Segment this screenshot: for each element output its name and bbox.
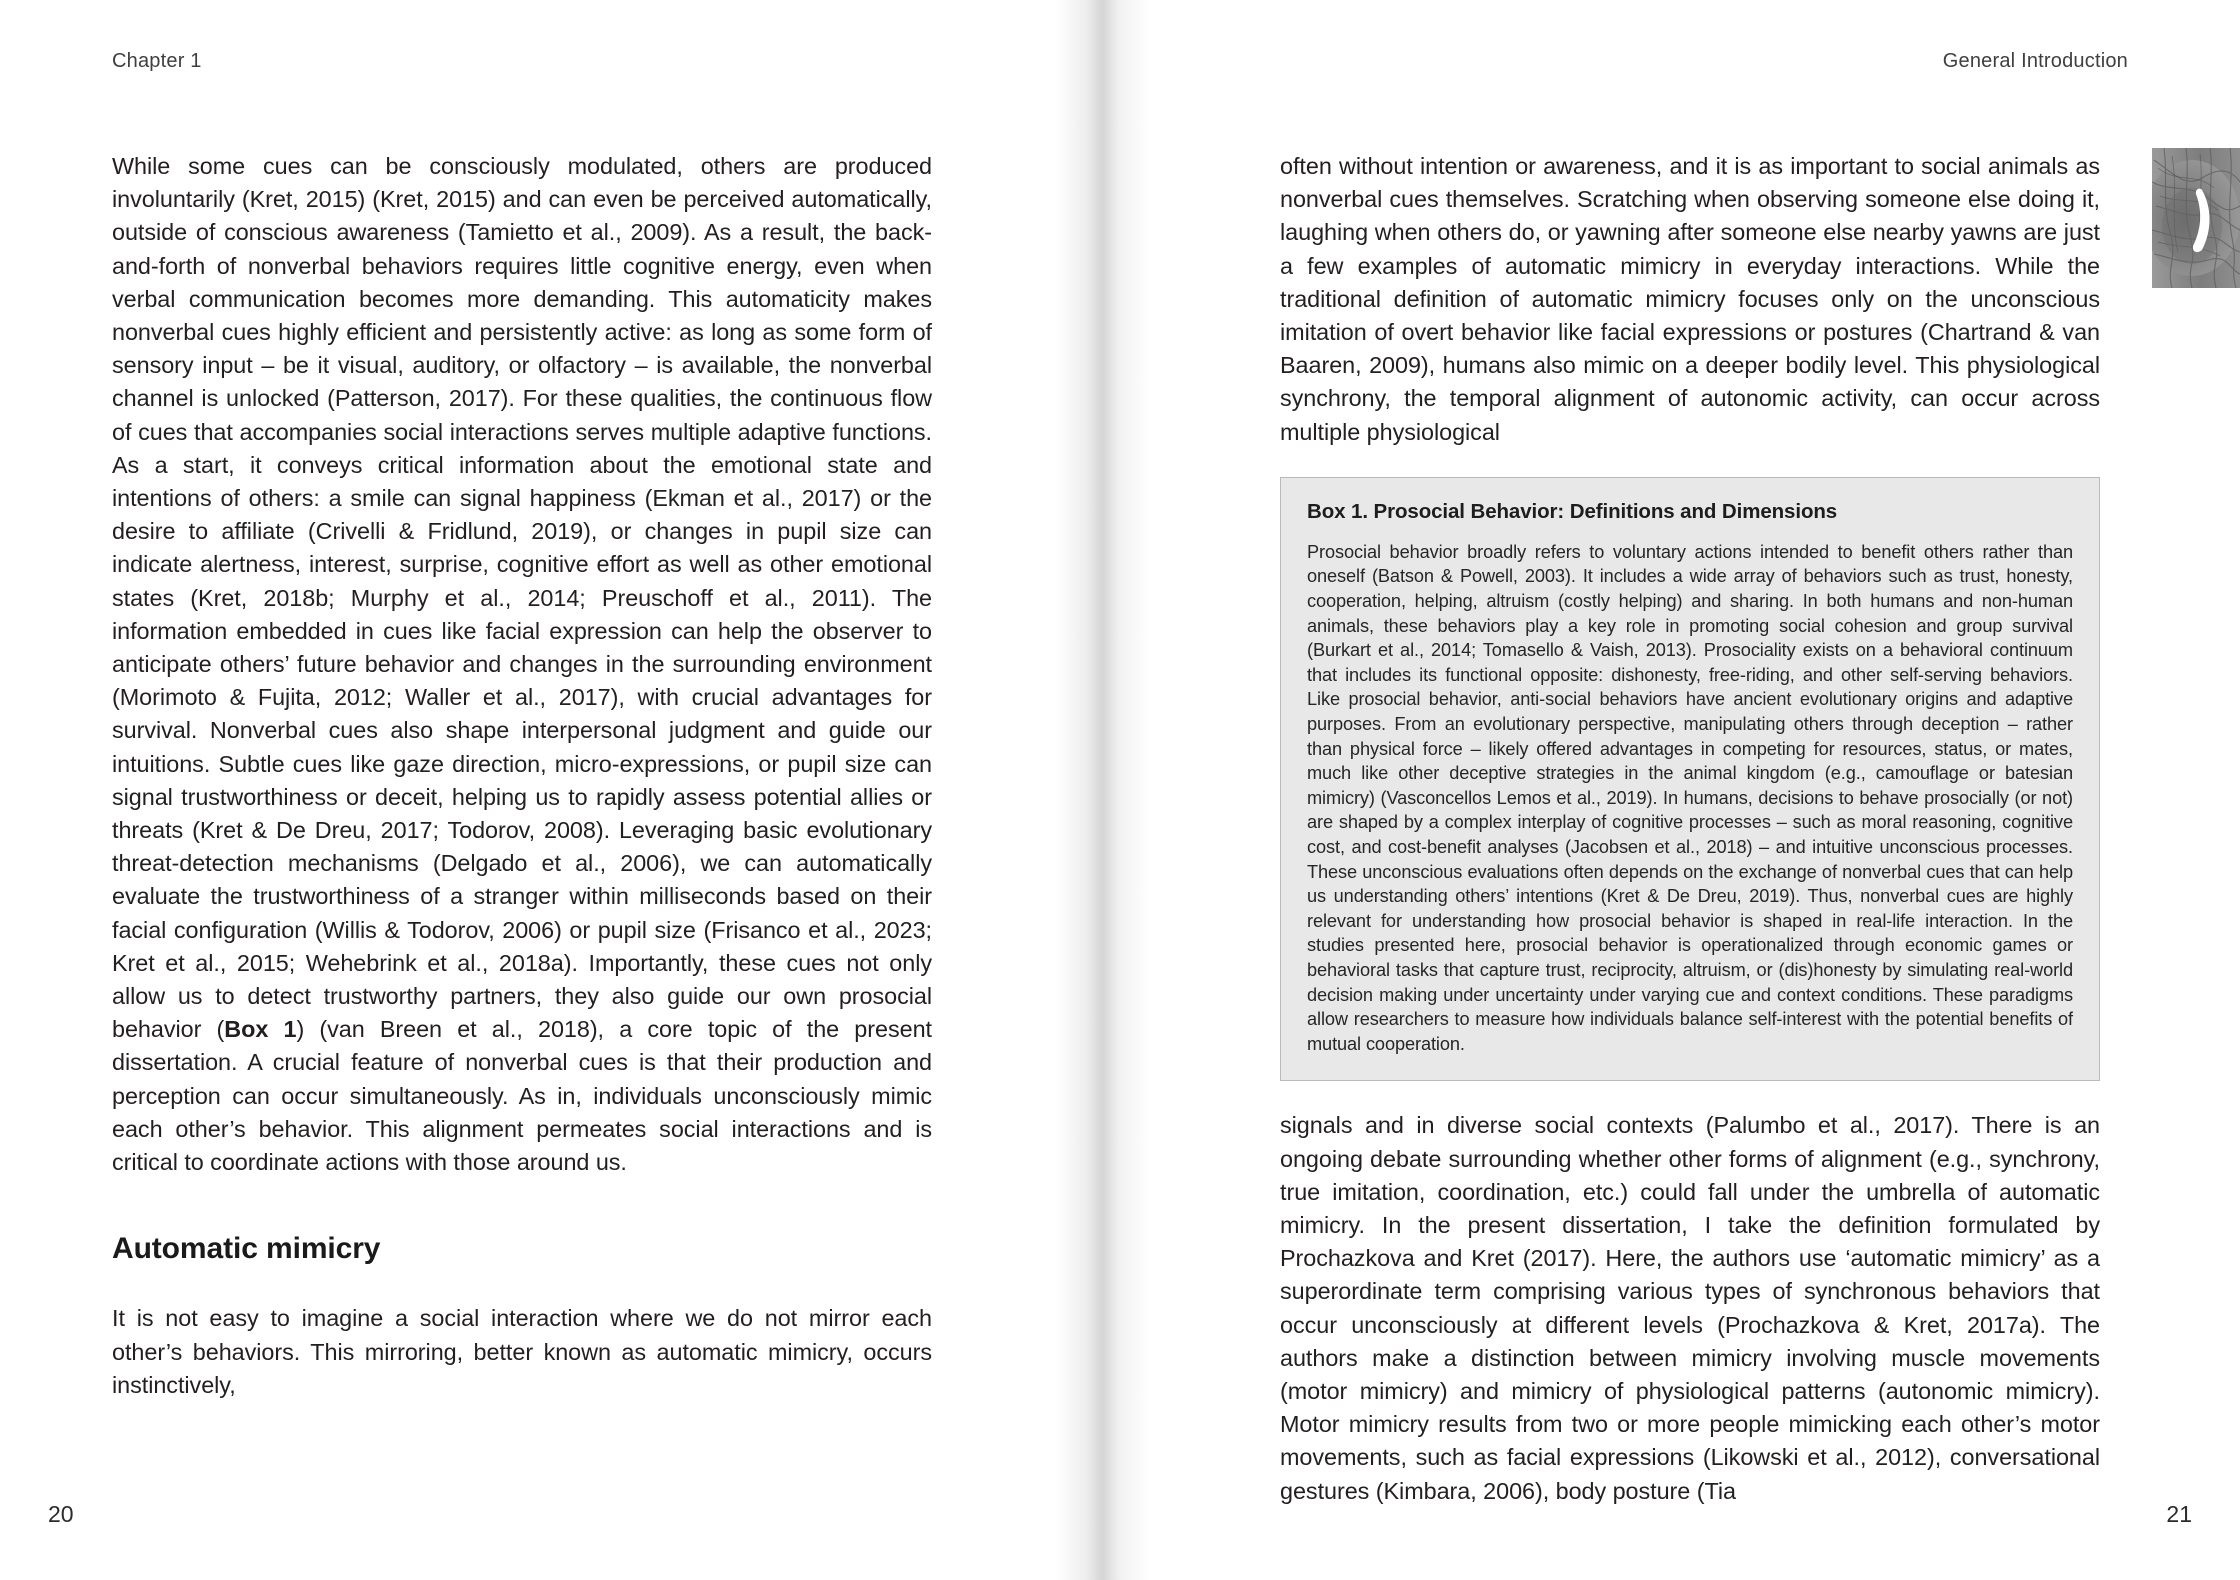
right-column-text (1280, 150, 2100, 1508)
page-number-left: 20 (48, 1501, 74, 1527)
section-heading-automatic-mimicry: Automatic mimicry (112, 1232, 381, 1266)
paragraph-nonverbal-cues (112, 150, 932, 1179)
box-1-callout (1280, 477, 2100, 1081)
running-head-left: Chapter 1 (112, 50, 202, 72)
box-1-body: Prosocial behavior broadly refers to voluntary actions intended to benefit others rather than oneself (Batson & Powell, 2003). It includes a wide array of behaviors such as trust, honesty, cooperation, helping, altruism (costly helping) and sharing. In both humans and non-human animals, these behaviors play a key role in promoting social cohesion and group survival (Burkart et al., 2014; Tomasello & Vaish, 2013). Prosociality exists on a behavioral continuum that includes its functional opposite: dishonesty, free-riding, and other self-serving behaviors. Like prosocial behavior, anti-social behaviors have ancient evolutionary origins and adaptive purposes. From an evolutionary perspective, manipulating others through deception – rather than physical force – likely offered advantages in competing for resources, status, or mates, much like other deceptive strategies in the animal kingdom (e.g., camouflage or batesian mimicry) (Vasconcellos Lemos et al., 2019). In humans, decisions to behave prosocially (or not) are shaped by a complex interplay of cognitive processes – such as moral reasoning, cognitive cost, and cost-benefit analyses (Jacobsen et al., 2018) – and intuitive unconscious processes. These unconscious evaluations often depends on the exchange of nonverbal cues that can help us understanding others’ intentions (Kret & De Dreu, 2019). Thus, nonverbal cues are highly relevant for understanding how prosocial behavior is shaped in real-life interaction. In the studies presented here, prosocial behavior is operationalized through economic games or behavioral tasks that capture trust, reciprocity, altruism, or (dis)honesty by simulating real-world decision making under uncertainty under varying cue and context conditions. These paradigms allow researchers to measure how individuals balance self-interest with the potential benefits of mutual cooperation. (1307, 541, 2073, 1054)
left-column-text (112, 150, 932, 1402)
paragraph-part-2: ) (van Breen et al., 2018), a core topic of the present dissertation. A crucial feature of nonverbal cues is that their production and perception can occur simultaneously. As in, individuals unconsciously mimic each other’s behavior. This alignment permeates social interactions and is critical to coordinate actions with those around us. (112, 1016, 932, 1176)
page-right (1120, 0, 2240, 1580)
box-1-inline-reference: Box 1 (224, 1016, 297, 1043)
box-1-title: Box 1. Prosocial Behavior: Definitions and Dimensions (1307, 499, 1838, 523)
running-head-right: General Introduction (1942, 50, 2128, 72)
paragraph-part-1: While some cues can be consciously modulated, others are produced involuntarily (Kret, 2015) (Kret, 2015) and can even be perceived automatically, outside of conscious awareness (Tamietto et al., 2009). As a result, the back-and-forth of nonverbal behaviors requires little cognitive energy, even when verbal communication becomes more demanding. This automaticity makes nonverbal cues highly efficient and persistently active: as long as some form of sensory input – be it visual, auditory, or olfactory – is available, the nonverbal channel is unlocked (Patterson, 2017). For these qualities, the continuous flow of cues that accompanies social interactions serves multiple adaptive functions. As a start, it conveys critical information about the emotional state and intentions of others: a smile can signal happiness (Ekman et al., 2017) or the desire to affiliate (Crivelli & Fridlund, 2019), or changes in pupil size can indicate alertness, interest, surprise, cognitive effort as well as other emotional states (Kret, 2018b; Murphy et al., 2014; Preuschoff et al., 2011). The information embedded in cues like facial expression can help the observer to anticipate others’ future behavior and changes in the surrounding environment (Morimoto & Fujita, 2012; Waller et al., 2017), with crucial advantages for survival. Nonverbal cues also shape interpersonal judgment and guide our intuitions. Subtle cues like gaze direction, micro-expressions, or pupil size can signal trustworthiness or deceit, helping us to rapidly assess potential allies or threats (Kret & De Dreu, 2017; Todorov, 2008). Leveraging basic evolutionary threat-detection mechanisms (Delgado et al., 2006), we can automatically evaluate the trustworthiness of a stranger within milliseconds based on their facial configuration (Willis & Todorov, 2006) or pupil size (Frisanco et al., 2023; Kret et al., 2015; Wehebrink et al., 2018a). Importantly, these cues not only allow us to detect trustworthy partners, they also guide our own prosocial behavior ( (112, 153, 932, 1043)
paragraph-before-box: often without intention or awareness, and it is as important to social animals as nonverbal cues themselves. Scratching when observing someone else doing it, laughing when others do, or yawning after someone else nearby yawns are just a few examples of automatic mimicry in everyday interactions. While the traditional definition of automatic mimicry focuses only on the unconscious imitation of overt behavior like facial expressions or postures (Chartrand & van Baaren, 2009), humans also mimic on a deeper bodily level. This physiological synchrony, the temporal alignment of autonomic activity, can occur across multiple physiological (1280, 153, 2100, 445)
page-number-right: 21 (2166, 1501, 2192, 1527)
eye-texture-graphic (2152, 148, 2240, 288)
paragraph-after-box: signals and in diverse social contexts (Palumbo et al., 2017). There is an ongoing debate surrounding whether other forms of alignment (e.g., synchrony, true imitation, coordination, etc.) could fall under the umbrella of automatic mimicry. In the present dissertation, I take the definition formulated by Prochazkova and Kret (2017). Here, the authors use ‘automatic mimicry’ as a superordinate term comprising various types of synchronous behaviors that occur unconsciously at different levels (Prochazkova & Kret, 2017a). The authors make a distinction between mimicry involving muscle movements (motor mimicry) and mimicry of physiological patterns (autonomic mimicry). Motor mimicry results from two or more people mimicking each other’s motor movements, such as facial expressions (Likowski et al., 2012), conversational gestures (Kimbara, 2006), body posture (Tia (1280, 1112, 2100, 1504)
grayscale-eye-texture-thumbnail (2152, 148, 2240, 288)
paragraph-automatic-mimicry-intro: It is not easy to imagine a social interaction where we do not mirror each other’s behaviors. This mirroring, better known as automatic mimicry, occurs instinctively, (112, 1305, 932, 1398)
